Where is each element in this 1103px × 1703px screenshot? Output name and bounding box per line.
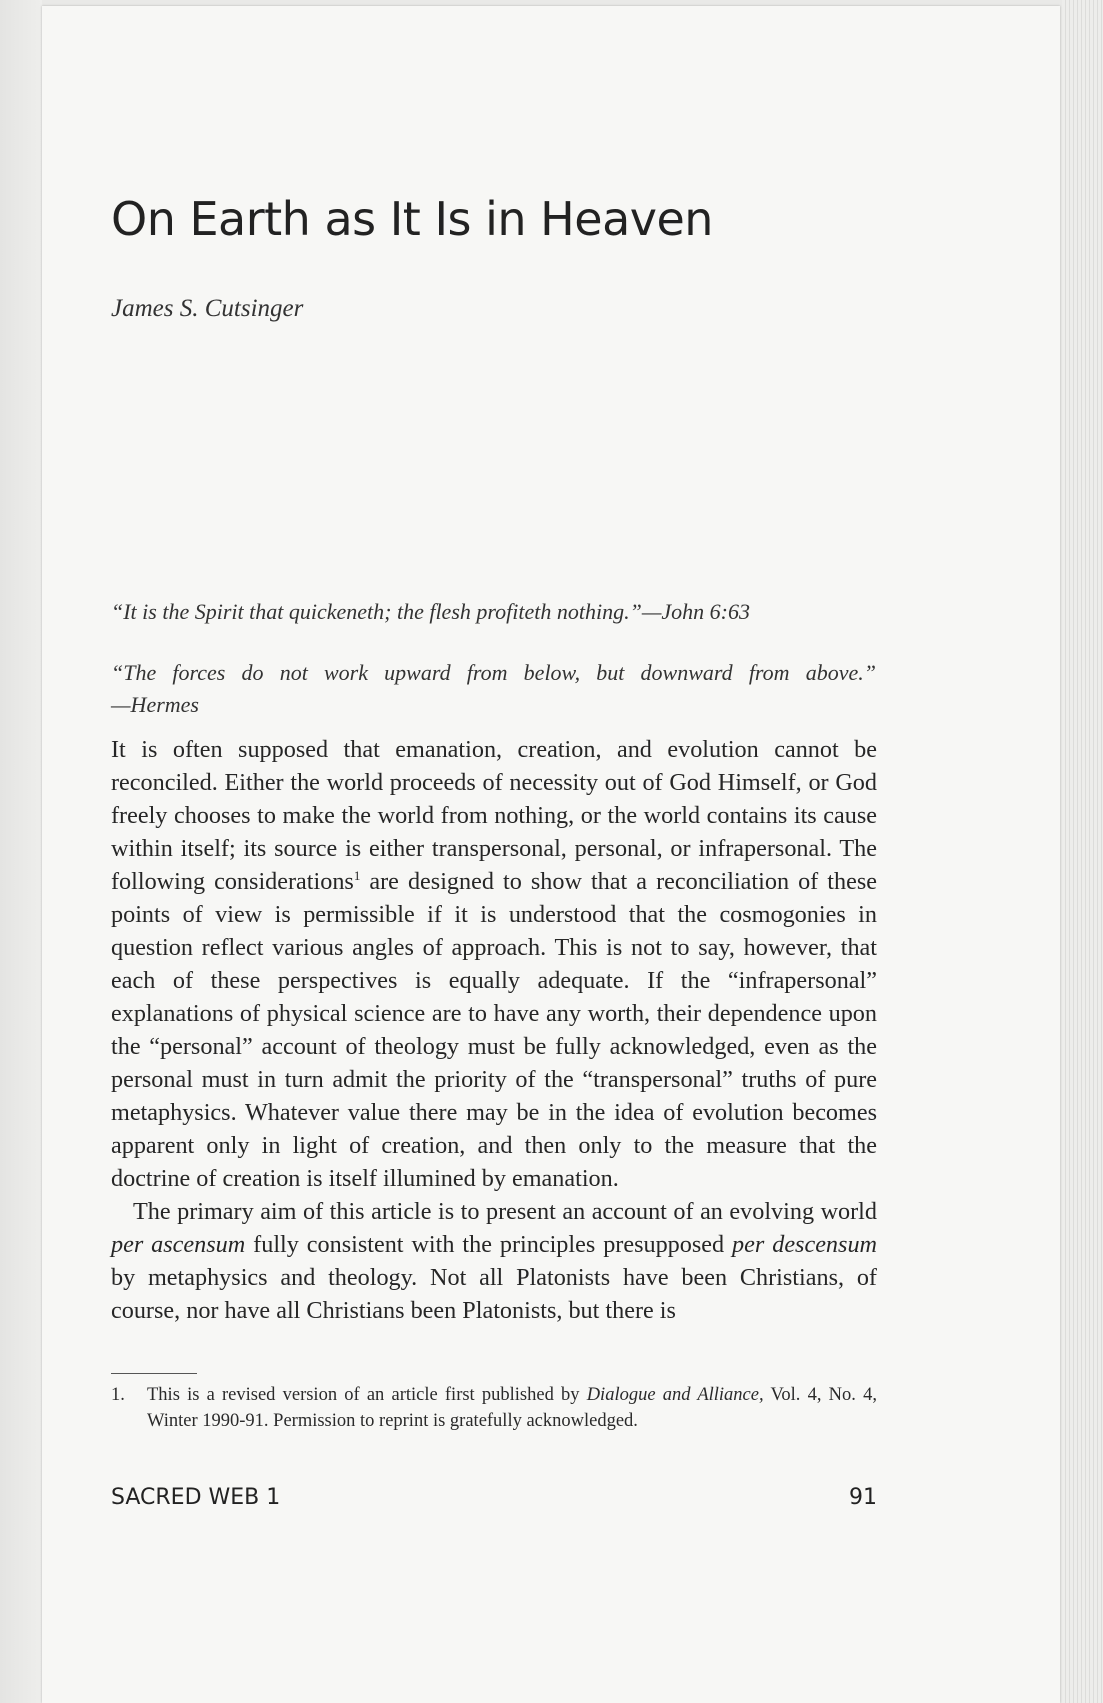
epigraph-hermes: [111, 657, 876, 721]
article-title: On Earth as It Is in Heaven: [111, 192, 713, 246]
footnote-divider: [111, 1373, 197, 1374]
footnote-text: [147, 1382, 877, 1434]
paragraph-text: fully consistent with the principles presupposed: [245, 1231, 733, 1258]
footnote-publication: Dialogue and Alliance,: [586, 1385, 764, 1405]
paragraph-text: are designed to show that a reconciliation of these points of view is permissible if it is understood that the cosmogonies in question reflect various angles of approach. This is not to say, however, that each of these perspectives is equally adequate. If the “infrapersonal” explanations of physical science are to have any worth, their dependence upon the “personal” account of theology must be fully acknowledged, even as the personal must in turn admit the priority of the “transpersonal” truths of pure metaphysics. Whatever value there may be in the idea of evolution becomes apparent only in light of creation, and then only to the measure that the doctrine of creation is itself illumined by emanation.: [111, 868, 877, 1192]
footnote: [111, 1382, 877, 1434]
paragraph-text: The primary aim of this article is to present an account of an evolving world: [133, 1198, 877, 1225]
scan-left-margin: [0, 0, 42, 1703]
running-footer-journal: SACRED WEB 1: [111, 1485, 281, 1510]
footnote-text-part: This is a revised version of an article first published by: [147, 1385, 587, 1405]
page-stack-edge: [1062, 0, 1103, 1703]
footnote-text-part: Vol. 4, No. 4, Winter 1990-91. Permission to reprint is gratefully acknowledged.: [147, 1385, 877, 1431]
epigraph-quote: “The forces do not work upward from below, but downward from above.”: [111, 660, 876, 685]
article-body: [111, 733, 877, 1327]
epigraph-source: —John 6:63: [641, 599, 750, 624]
italic-term: per descensum: [732, 1231, 878, 1258]
epigraph-quote: “It is the Spirit that quickeneth; the flesh profiteth nothing.”: [111, 599, 642, 624]
footnote-number: 1.: [111, 1385, 125, 1405]
page-number: 91: [849, 1485, 877, 1510]
epigraph-source: —Hermes: [111, 692, 199, 717]
paragraph-text: It is often supposed that emanation, creation, and evolution cannot be reconciled. Either the world proceeds of necessity out of God Himself, or God freely chooses to make the world from nothing, or the world contains its cause within itself; its source is either transpersonal, personal, or infrapersonal. The following considerations: [111, 736, 877, 895]
paragraph-text: by metaphysics and theology. Not all Platonists have been Christians, of course, nor have all Christians been Platonists, but there is: [111, 1264, 877, 1324]
body-paragraph-2: [111, 1195, 877, 1327]
epigraph-john: [111, 596, 876, 628]
footnote-reference: 1: [353, 867, 361, 883]
article-author: James S. Cutsinger: [111, 295, 304, 322]
italic-term: per ascensum: [111, 1231, 246, 1258]
body-paragraph-1: [111, 733, 877, 1195]
